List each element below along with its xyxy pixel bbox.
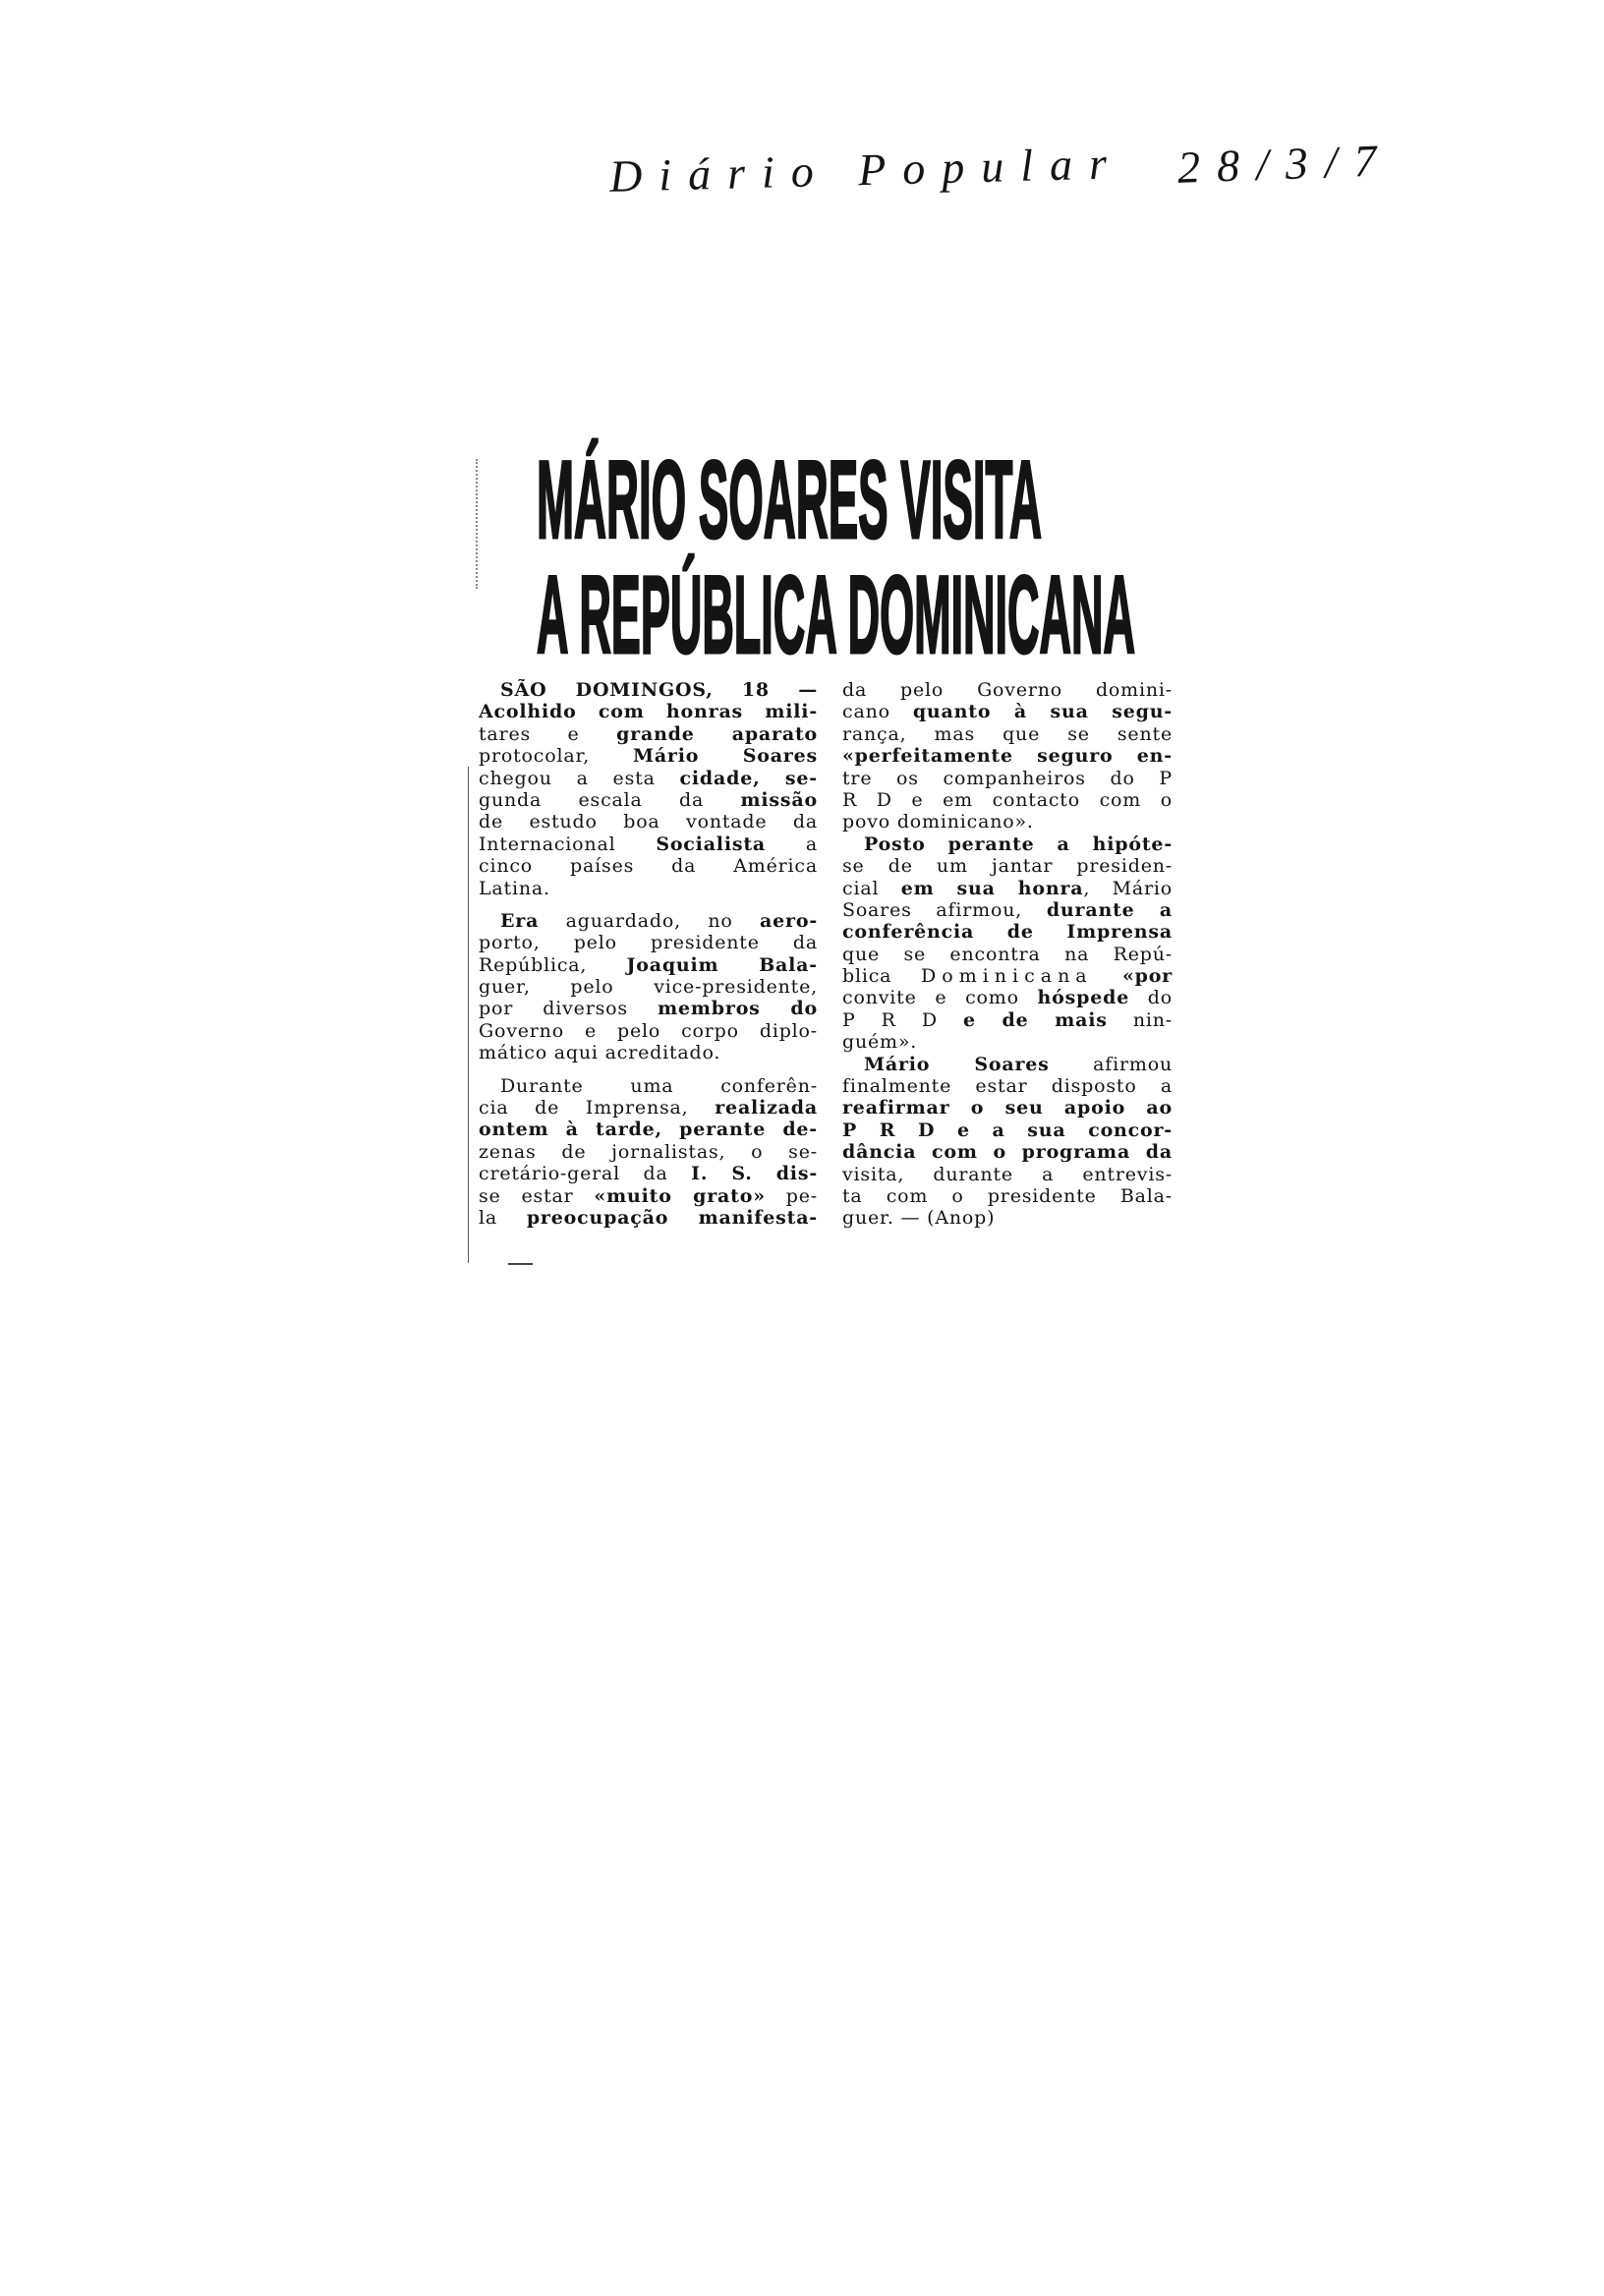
text-line [842,965,1173,987]
text-run: reafirmar o seu apoio ao [842,1097,1173,1119]
text-run: realizada [715,1097,818,1119]
headline-line-2: A REPÚBLICA DOMINICANA [537,553,1135,676]
text-run: durante a [1046,898,1173,921]
text-run: Internacional [479,832,657,855]
text-run: do [1129,987,1173,1009]
text-run: hóspede [1037,987,1130,1009]
text-run: cial [842,877,901,899]
text-run: afirmou [1049,1053,1173,1075]
text-line [842,1207,1173,1229]
margin-dotted-rule [476,459,478,589]
text-run: tre os companheiros do P [842,767,1173,789]
text-line [842,768,1173,789]
article-end-dash [508,1263,533,1265]
text-run: se de um jantar presiden- [842,855,1173,878]
text-run: Dominicana [921,965,1093,988]
text-run: preocupação manifesta- [526,1206,818,1229]
text-line [842,1141,1173,1163]
text-line [842,1164,1173,1185]
text-run: de estudo boa vontade da [479,811,818,833]
handwritten-publication-note: Diário Popular [608,138,1124,201]
text-run: e de mais [963,1008,1108,1031]
text-line [479,1042,818,1063]
text-line [479,1020,818,1042]
text-line [842,1075,1173,1097]
text-line [479,1163,818,1184]
text-line [479,932,818,953]
text-run: grande aparato [616,722,818,745]
text-run: ta com o presidente Bala- [842,1184,1173,1207]
text-run: I. S. dis- [691,1163,818,1185]
paragraph [842,1054,1173,1230]
text-line [479,1097,818,1119]
text-run: tares e [479,722,617,745]
text-run: guer. — (Anop) [842,1207,996,1230]
text-line [479,833,818,855]
text-line [479,701,818,722]
text-run: Posto perante a hipóte- [864,832,1173,855]
text-run: zenas de jornalistas, o se- [479,1140,818,1163]
text-run: «por [1092,965,1173,988]
text-line [842,745,1173,767]
text-line [479,976,818,998]
text-run: visita, durante a entrevis- [842,1163,1173,1185]
headline-line-1: MÁRIO SOARES VISITA [537,438,1042,561]
text-run: Governo e pelo corpo diplo- [479,1019,818,1042]
text-line [479,878,818,899]
text-line [479,745,818,767]
text-run: blica [842,965,922,988]
text-line [842,701,1173,722]
text-run: Mário Soares [632,745,818,768]
text-run: pe- [765,1184,818,1207]
paragraph [842,833,1173,1054]
text-run: porto, pelo presidente da [479,932,818,954]
handwritten-date-note: 28/3/7 [1176,135,1395,193]
text-line [479,1075,818,1097]
text-line [842,833,1173,855]
text-run: da pelo Governo domini- [842,679,1173,701]
text-run: convite e como [842,987,1038,1009]
text-line [842,1185,1173,1207]
article-column-2 [842,679,1173,1230]
text-line [842,1054,1173,1075]
text-run: «perfeitamente seguro en- [842,745,1173,768]
text-run: Socialista [656,832,767,855]
text-run: Mário Soares [864,1053,1050,1075]
text-run: cidade, se- [679,767,818,789]
text-run: cinco países da América [479,855,818,878]
text-line [479,1141,818,1163]
text-line [842,878,1173,899]
text-line [842,855,1173,877]
text-run: nin- [1107,1008,1173,1031]
text-line [842,1009,1173,1031]
text-line [479,954,818,976]
text-run: que se encontra na Repú- [842,943,1173,965]
text-run: rança, mas que se sente [842,722,1173,745]
paragraph [479,1075,818,1230]
text-run: mático aqui acreditado. [479,1042,721,1064]
text-run: cia de Imprensa, [479,1097,716,1119]
text-run: R D e em contacto com o [842,788,1173,811]
text-line [479,768,818,789]
text-run: Soares afirmou, [842,898,1047,921]
text-run: aguardado, no [539,909,761,932]
text-run: quanto à sua segu- [912,701,1173,723]
text-run: aero- [760,909,818,932]
text-run: , Mário [1083,877,1173,899]
text-run: a [766,832,818,855]
text-run: guer, pelo vice-presidente, [479,976,818,999]
text-run: finalmente estar disposto a [842,1075,1173,1098]
text-run: missão [740,788,818,811]
text-run: Acolhido com honras mili- [479,701,818,723]
text-run: P R D e a sua concor- [842,1119,1173,1141]
text-line [842,1097,1173,1119]
headline [531,432,1160,678]
text-line [842,899,1173,921]
text-run: protocolar, [479,745,633,768]
text-line [479,998,818,1019]
text-run: República, [479,953,627,976]
text-run: membros do [658,998,818,1020]
text-line [479,723,818,745]
text-line [842,1031,1173,1053]
text-run: chegou a esta [479,767,680,789]
text-line [842,789,1173,811]
text-run: guém». [842,1031,918,1054]
paragraph [842,679,1173,833]
text-run: Joaquim Bala- [626,953,818,976]
text-run: conferência de Imprensa [842,921,1173,944]
text-run: ontem à tarde, perante de- [479,1119,818,1141]
text-line [842,723,1173,745]
text-run: povo dominicano». [842,811,1034,833]
text-run: «muito grato» [594,1184,766,1207]
text-line [842,987,1173,1008]
text-run: por diversos [479,998,659,1020]
text-line [479,811,818,832]
text-run: Era [500,909,540,932]
text-line [842,1119,1173,1141]
text-run: se estar [479,1184,595,1207]
text-line [842,944,1173,965]
text-run: cano [842,701,913,723]
text-line [479,1207,818,1229]
text-line [479,789,818,811]
text-run: la [479,1206,527,1229]
paragraph [479,679,818,899]
text-run: P R D [842,1008,963,1031]
text-run: dância com o programa da [842,1141,1173,1164]
margin-column-rule [468,767,469,1263]
text-line [842,811,1173,832]
text-line [479,855,818,877]
text-line [479,1119,818,1140]
text-line [479,679,818,701]
text-run: em sua honra [900,877,1084,899]
text-run: gunda escala da [479,788,741,811]
text-run: cretário-geral da [479,1163,692,1185]
text-run: SÃO DOMINGOS, 18 — [500,679,818,701]
text-line [842,679,1173,701]
text-line [842,921,1173,943]
paragraph [479,910,818,1064]
text-line [479,1185,818,1207]
text-line [479,910,818,932]
text-run: Durante uma conferên- [500,1074,818,1097]
article-column-1 [479,679,818,1229]
text-run: Latina. [479,877,550,899]
